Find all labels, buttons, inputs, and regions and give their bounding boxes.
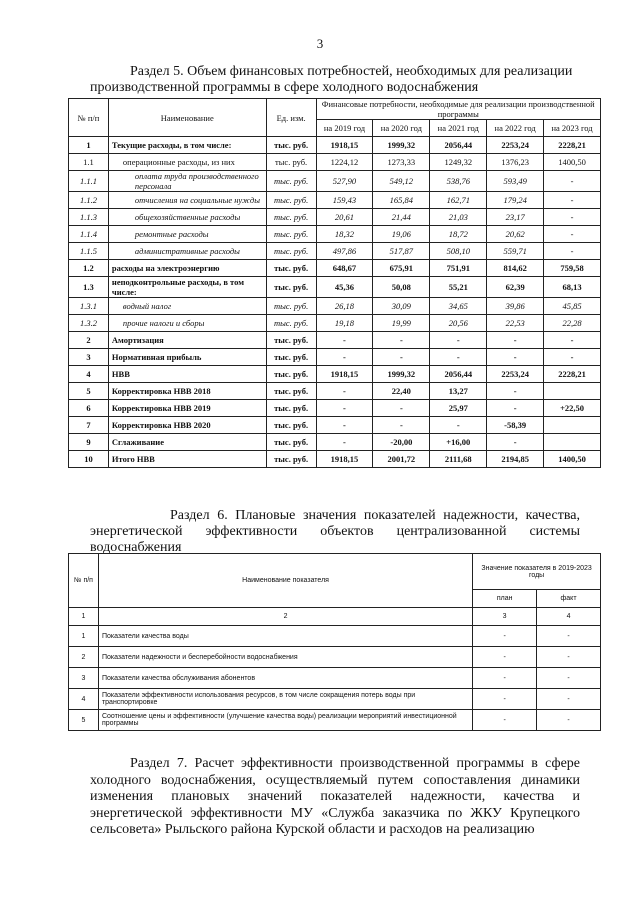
row-name: водный налог — [108, 298, 266, 315]
row-number: 4 — [69, 366, 109, 383]
value-cell: 21,03 — [430, 209, 487, 226]
value-cell: 22,53 — [487, 315, 544, 332]
row-name: Соотношение цены и эффективности (улучшение качества воды) реализации мероприятий инвестиционной программы — [98, 710, 472, 731]
table-row — [69, 689, 601, 710]
row-unit: тыс. руб. — [266, 209, 316, 226]
row-name: отчисления на социальные нужды — [108, 192, 266, 209]
value-cell: 62,39 — [487, 277, 544, 298]
value-cell: 18,72 — [430, 226, 487, 243]
value-cell: - — [316, 332, 373, 349]
value-cell: 2253,24 — [487, 366, 544, 383]
value-cell: 549,12 — [373, 171, 430, 192]
row-name: Корректировка НВВ 2018 — [108, 383, 266, 400]
value-cell: - — [430, 417, 487, 434]
table-row — [69, 154, 601, 171]
col-header-year: на 2021 год — [430, 120, 487, 137]
value-cell: 22,28 — [544, 315, 601, 332]
row-number: 2 — [69, 332, 109, 349]
row-unit: тыс. руб. — [266, 451, 316, 468]
value-cell: 1400,50 — [544, 451, 601, 468]
value-cell: - — [487, 400, 544, 417]
row-name: общехозяйственные расходы — [108, 209, 266, 226]
value-cell: - — [373, 400, 430, 417]
col-header-name: Наименование показателя — [98, 554, 472, 608]
row-name: прочие налоги и сборы — [108, 315, 266, 332]
row-name: Сглаживание — [108, 434, 266, 451]
col-header-year: на 2020 год — [373, 120, 430, 137]
col-header-year: на 2022 год — [487, 120, 544, 137]
value-cell: +22,50 — [544, 400, 601, 417]
value-cell: - — [487, 383, 544, 400]
value-cell: - — [487, 332, 544, 349]
table-row — [69, 710, 601, 731]
row-name: Показатели качества воды — [98, 626, 472, 647]
row-unit: тыс. руб. — [266, 434, 316, 451]
table-row — [69, 626, 601, 647]
value-cell: 2056,44 — [430, 137, 487, 154]
value-cell: 1918,15 — [316, 366, 373, 383]
value-cell: +16,00 — [430, 434, 487, 451]
value-cell: 159,43 — [316, 192, 373, 209]
row-name: расходы на электроэнергию — [108, 260, 266, 277]
value-cell: 22,40 — [373, 383, 430, 400]
plan-value: - — [473, 647, 537, 668]
plan-value: - — [473, 626, 537, 647]
value-cell: - — [373, 417, 430, 434]
value-cell: 179,24 — [487, 192, 544, 209]
table-row — [69, 137, 601, 154]
row-number: 4 — [69, 689, 99, 710]
table-row — [69, 243, 601, 260]
value-cell: 19,99 — [373, 315, 430, 332]
table-row — [69, 332, 601, 349]
value-cell: 648,67 — [316, 260, 373, 277]
value-cell: 1249,32 — [430, 154, 487, 171]
value-cell — [544, 417, 601, 434]
value-cell: 165,84 — [373, 192, 430, 209]
value-cell: 23,17 — [487, 209, 544, 226]
value-cell: 814,62 — [487, 260, 544, 277]
row-name: Амортизация — [108, 332, 266, 349]
row-name: операционные расходы, из них — [108, 154, 266, 171]
value-cell: 18,32 — [316, 226, 373, 243]
row-unit: тыс. руб. — [266, 366, 316, 383]
row-number: 3 — [69, 349, 109, 366]
table-row — [69, 277, 601, 298]
value-cell: 1999,32 — [373, 366, 430, 383]
fact-value: - — [537, 689, 601, 710]
table-row — [69, 366, 601, 383]
row-unit: тыс. руб. — [266, 137, 316, 154]
value-cell: 25,97 — [430, 400, 487, 417]
value-cell: 2056,44 — [430, 366, 487, 383]
value-cell: - — [544, 192, 601, 209]
row-unit: тыс. руб. — [266, 332, 316, 349]
table-row — [69, 383, 601, 400]
row-number: 2 — [69, 647, 99, 668]
section7-text: Раздел 7. Расчет эффективности производственной программы в сфере холодного водоснабжения, осуществляемый путем сопоставления динамики изменения плановых значений показателей надежности, качества и энергетической эффективности МУ «Служба заказчика по ЖКУ Крупецкого сельсовета» Рыльского района Курской области и расходов на реализацию — [90, 756, 580, 837]
value-cell: 1224,12 — [316, 154, 373, 171]
value-cell: - — [316, 383, 373, 400]
row-unit: тыс. руб. — [266, 417, 316, 434]
row-number: 1.3 — [69, 277, 109, 298]
row-number: 5 — [69, 710, 99, 731]
row-unit: тыс. руб. — [266, 171, 316, 192]
value-cell: - — [487, 434, 544, 451]
value-cell: 2111,68 — [430, 451, 487, 468]
table-row — [69, 226, 601, 243]
value-cell: - — [316, 417, 373, 434]
table-row — [69, 260, 601, 277]
value-cell: - — [544, 171, 601, 192]
value-cell: 68,13 — [544, 277, 601, 298]
section5-title: Раздел 5. Объем финансовых потребностей, необходимых для реализации производственной программы в сфере холодного водоснабжения — [90, 64, 573, 95]
value-cell: 2253,24 — [487, 137, 544, 154]
row-unit: тыс. руб. — [266, 298, 316, 315]
col-number: 2 — [98, 608, 472, 626]
value-cell: 1999,32 — [373, 137, 430, 154]
value-cell: - — [316, 400, 373, 417]
col-header-name: Наименование — [108, 99, 266, 137]
col-header-unit: Ед. изм. — [266, 99, 316, 137]
value-cell: 26,18 — [316, 298, 373, 315]
value-cell: -58,39 — [487, 417, 544, 434]
row-unit: тыс. руб. — [266, 226, 316, 243]
value-cell — [544, 434, 601, 451]
table-row — [69, 668, 601, 689]
row-number: 6 — [69, 400, 109, 417]
indicators-table — [68, 553, 601, 731]
row-unit: тыс. руб. — [266, 277, 316, 298]
col-header-num: № п/п — [69, 554, 99, 608]
value-cell: - — [373, 349, 430, 366]
value-cell: 538,76 — [430, 171, 487, 192]
value-cell: - — [430, 332, 487, 349]
value-cell: - — [544, 332, 601, 349]
value-cell: 527,90 — [316, 171, 373, 192]
table-row — [69, 451, 601, 468]
value-cell: 1918,15 — [316, 451, 373, 468]
row-number: 1 — [69, 137, 109, 154]
col-header-year: на 2023 год — [544, 120, 601, 137]
table-row — [69, 315, 601, 332]
col-header-fact: факт — [537, 590, 601, 608]
row-number: 1.1 — [69, 154, 109, 171]
value-cell: 508,10 — [430, 243, 487, 260]
value-cell: 162,71 — [430, 192, 487, 209]
value-cell: 34,65 — [430, 298, 487, 315]
value-cell: 559,71 — [487, 243, 544, 260]
table-row — [69, 192, 601, 209]
row-name: Показатели качества обслуживания абонентов — [98, 668, 472, 689]
table-row — [69, 400, 601, 417]
value-cell: - — [544, 226, 601, 243]
value-cell: 2228,21 — [544, 137, 601, 154]
value-cell: 20,61 — [316, 209, 373, 226]
row-unit: тыс. руб. — [266, 260, 316, 277]
value-cell: 19,06 — [373, 226, 430, 243]
col-number: 4 — [537, 608, 601, 626]
row-name: оплата труда производственного персонала — [108, 171, 266, 192]
fact-value: - — [537, 668, 601, 689]
row-name: административные расходы — [108, 243, 266, 260]
row-name: ремонтные расходы — [108, 226, 266, 243]
row-name: Показатели эффективности использования ресурсов, в том числе сокращения потерь воды при транспортировке — [98, 689, 472, 710]
row-number: 10 — [69, 451, 109, 468]
row-name: НВВ — [108, 366, 266, 383]
value-cell: - — [373, 332, 430, 349]
plan-value: - — [473, 710, 537, 731]
value-cell: 759,58 — [544, 260, 601, 277]
table-row — [69, 349, 601, 366]
value-cell: 1918,15 — [316, 137, 373, 154]
col-header-value: Значение показателя в 2019-2023 годы — [473, 554, 601, 590]
row-number: 1 — [69, 626, 99, 647]
row-unit: тыс. руб. — [266, 315, 316, 332]
value-cell: 517,87 — [373, 243, 430, 260]
col-header-num: № п/п — [69, 99, 109, 137]
plan-value: - — [473, 689, 537, 710]
value-cell: 2228,21 — [544, 366, 601, 383]
fact-value: - — [537, 626, 601, 647]
row-unit: тыс. руб. — [266, 154, 316, 171]
row-number: 1.3.2 — [69, 315, 109, 332]
value-cell: 1376,23 — [487, 154, 544, 171]
value-cell: 30,09 — [373, 298, 430, 315]
col-header-group: Финансовые потребности, необходимые для реализации производственной программы — [316, 99, 600, 120]
value-cell: -20,00 — [373, 434, 430, 451]
value-cell: 50,08 — [373, 277, 430, 298]
row-number: 1.1.2 — [69, 192, 109, 209]
col-header-year: на 2019 год — [316, 120, 373, 137]
value-cell: 751,91 — [430, 260, 487, 277]
row-number: 5 — [69, 383, 109, 400]
value-cell: - — [316, 434, 373, 451]
row-number: 1.1.3 — [69, 209, 109, 226]
row-unit: тыс. руб. — [266, 400, 316, 417]
row-unit: тыс. руб. — [266, 192, 316, 209]
value-cell: - — [544, 209, 601, 226]
value-cell: 20,62 — [487, 226, 544, 243]
row-unit: тыс. руб. — [266, 349, 316, 366]
table-row — [69, 171, 601, 192]
value-cell: 39,86 — [487, 298, 544, 315]
value-cell: - — [316, 349, 373, 366]
value-cell: 1273,33 — [373, 154, 430, 171]
col-number: 1 — [69, 608, 99, 626]
row-unit: тыс. руб. — [266, 383, 316, 400]
value-cell: 45,36 — [316, 277, 373, 298]
value-cell: 45,85 — [544, 298, 601, 315]
table-row — [69, 209, 601, 226]
value-cell: 55,21 — [430, 277, 487, 298]
value-cell — [544, 383, 601, 400]
row-number: 9 — [69, 434, 109, 451]
value-cell: 1400,50 — [544, 154, 601, 171]
value-cell: 20,56 — [430, 315, 487, 332]
table-row — [69, 647, 601, 668]
row-name: Показатели надежности и бесперебойности водоснабжения — [98, 647, 472, 668]
row-unit: тыс. руб. — [266, 243, 316, 260]
col-header-plan: план — [473, 590, 537, 608]
row-number: 1.1.4 — [69, 226, 109, 243]
value-cell: 19,18 — [316, 315, 373, 332]
row-name: Нормативная прибыль — [108, 349, 266, 366]
value-cell: - — [544, 349, 601, 366]
table-row — [69, 298, 601, 315]
value-cell: 593,49 — [487, 171, 544, 192]
fact-value: - — [537, 710, 601, 731]
financial-needs-table — [68, 98, 601, 468]
row-name: Текущие расходы, в том числе: — [108, 137, 266, 154]
value-cell: 13,27 — [430, 383, 487, 400]
value-cell: 497,86 — [316, 243, 373, 260]
value-cell: 2194,85 — [487, 451, 544, 468]
value-cell: - — [487, 349, 544, 366]
value-cell: 2001,72 — [373, 451, 430, 468]
row-number: 1.2 — [69, 260, 109, 277]
page-number: 3 — [316, 36, 324, 51]
fact-value: - — [537, 647, 601, 668]
row-name: Корректировка НВВ 2019 — [108, 400, 266, 417]
row-name: Итого НВВ — [108, 451, 266, 468]
row-number: 1.1.5 — [69, 243, 109, 260]
row-number: 7 — [69, 417, 109, 434]
table-row — [69, 434, 601, 451]
col-number: 3 — [473, 608, 537, 626]
value-cell: - — [544, 243, 601, 260]
row-number: 1.1.1 — [69, 171, 109, 192]
row-name: Корректировка НВВ 2020 — [108, 417, 266, 434]
row-number: 3 — [69, 668, 99, 689]
plan-value: - — [473, 668, 537, 689]
value-cell: 675,91 — [373, 260, 430, 277]
value-cell: - — [430, 349, 487, 366]
row-name: неподконтрольные расходы, в том числе: — [108, 277, 266, 298]
value-cell: 21,44 — [373, 209, 430, 226]
table-row — [69, 417, 601, 434]
section6-title: Раздел 6. Плановые значения показателей надежности, качества, энергетической эффективности объектов централизованной системы водоснабжения — [90, 508, 580, 555]
row-number: 1.3.1 — [69, 298, 109, 315]
